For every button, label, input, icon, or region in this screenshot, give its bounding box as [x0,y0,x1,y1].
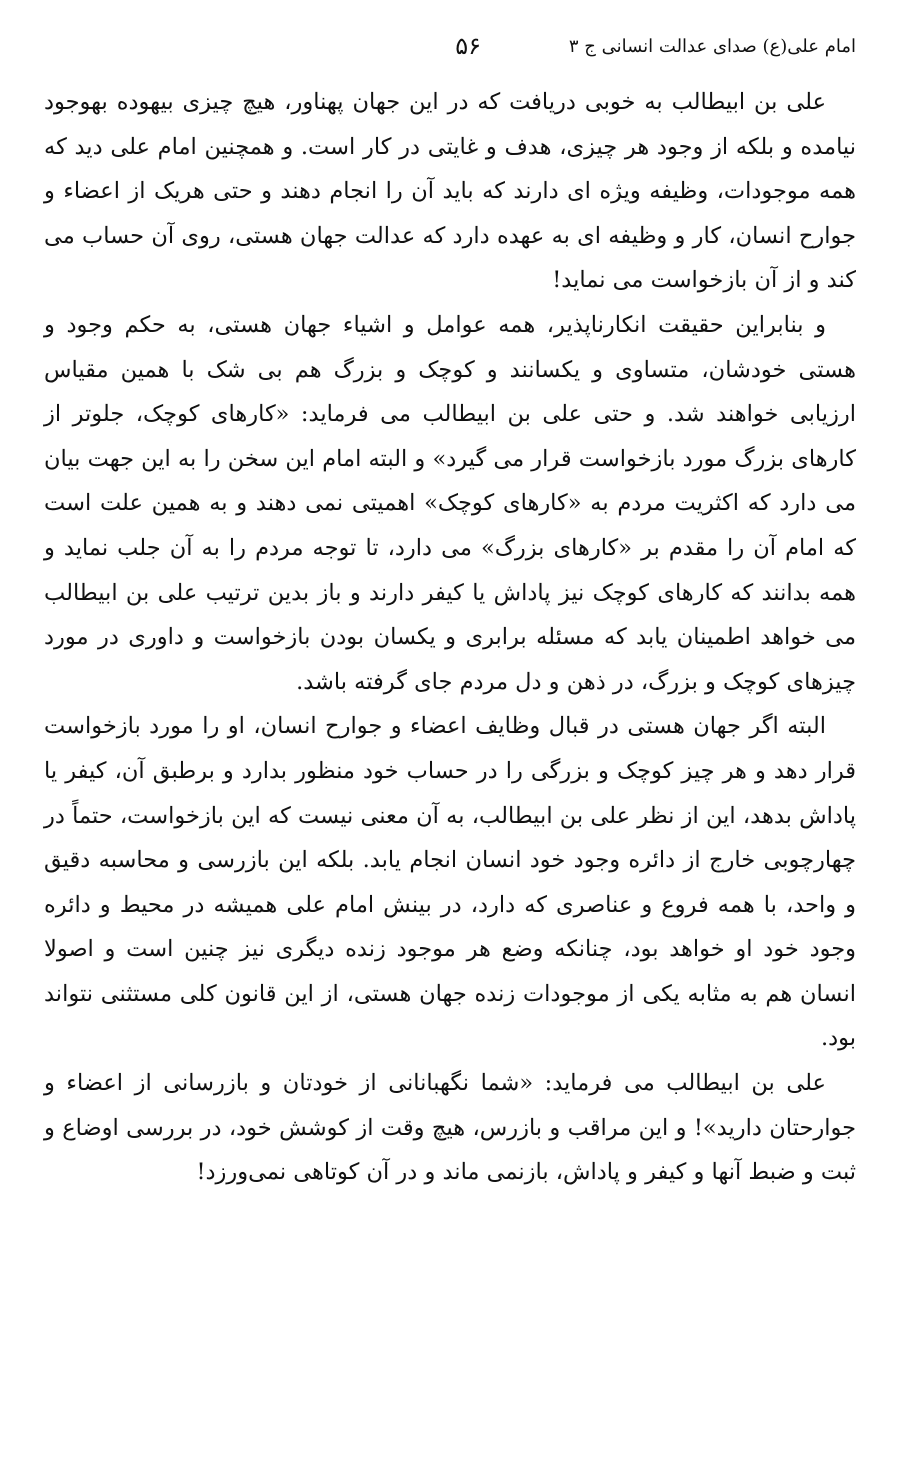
body-text [44,80,856,1195]
document-page [44,30,856,1460]
paragraph: علی بن ابیطالب می فرماید: «شما نگهبانانی از خودتان و بازرسانی از اعضاء و جوارحتان دارید»! و این مراقب و بازرس، هیچ وقت از کوشش خود، در بررسی اوضاع و ثبت و ضبط آنها و کیفر و پاداش، بازنمی ماند و در آن کوتاهی نمی‌ورزد! [44,1070,856,1186]
page-number: ۵۶ [455,32,481,60]
page-header [44,30,856,68]
paragraph: البته اگر جهان هستی در قبال وظایف اعضاء و جوارح انسان، او را مورد بازخواست قرار دهد و هر چیز کوچک و بزرگی را در حساب خود منظور بدارد و برطبق آن، کیفر یا پاداش بدهد، این از نظر علی بن ابیطالب، به آن معنی نیست که این بازخواست، حتماً در چهارچوبی خارج از دائره وجود خود انسان انجام یابد. بلکه این بازرسی و محاسبه دقیق و واحد، با همه فروع و عناصری که دارد، در بینش امام علی همیشه در محیط و دائره وجود خود او خواهد بود، چنانکه وضع هر موجود زنده دیگری نیز چنین است و اصولا انسان هم به مثابه یکی از موجودات زنده جهان هستی، از این قانون کلی مستثنی نتواند بود. [44,713,856,1052]
paragraph: علی بن ابیطالب به خوبی دریافت که در این جهان پهناور، هیچ چیزی بیهوده بهوجود نیامده و بلکه از وجود هر چیزی، هدف و غایتی در کار است. و همچنین امام علی دید که همه موجودات، وظیفه ویژه ای دارند که باید آن را انجام دهند و حتی هریک از اعضاء و جوارح انسان، کار و وظیفه ای به عهده دارد که عدالت جهان هستی، روی آن حساب می کند و از آن بازخواست می نماید! [44,89,856,294]
running-title: امام علی(ع) صدای عدالت انسانی ج ۳ [568,36,856,57]
paragraph: و بنابراین حقیقت انکارناپذیر، همه عوامل و اشیاء جهان هستی، به حکم وجود و هستی خودشان، متساوی و یکسانند و کوچک و بزرگ هم بی شک با همین مقیاس ارزیابی خواهند شد. و حتی علی بن ابیطالب می فرماید: «کارهای کوچک، جلوتر از کارهای بزرگ مورد بازخواست قرار می گیرد» و البته امام این سخن را به این جهت بیان می دارد که اکثریت مردم به «کارهای کوچک» اهمیتی نمی دهند و به همین علت است که امام آن را مقدم بر «کارهای بزرگ» می دارد، تا توجه مردم را به آن جلب نماید و همه بدانند که کارهای کوچک نیز پاداش یا کیفر دارند و باز بدین ترتیب علی بن ابیطالب می خواهد اطمینان یابد که مسئله برابری و یکسان بودن بازخواست و داوری در مورد چیزهای کوچک و بزرگ، در ذهن و دل مردم جای گرفته باشد. [44,311,856,695]
